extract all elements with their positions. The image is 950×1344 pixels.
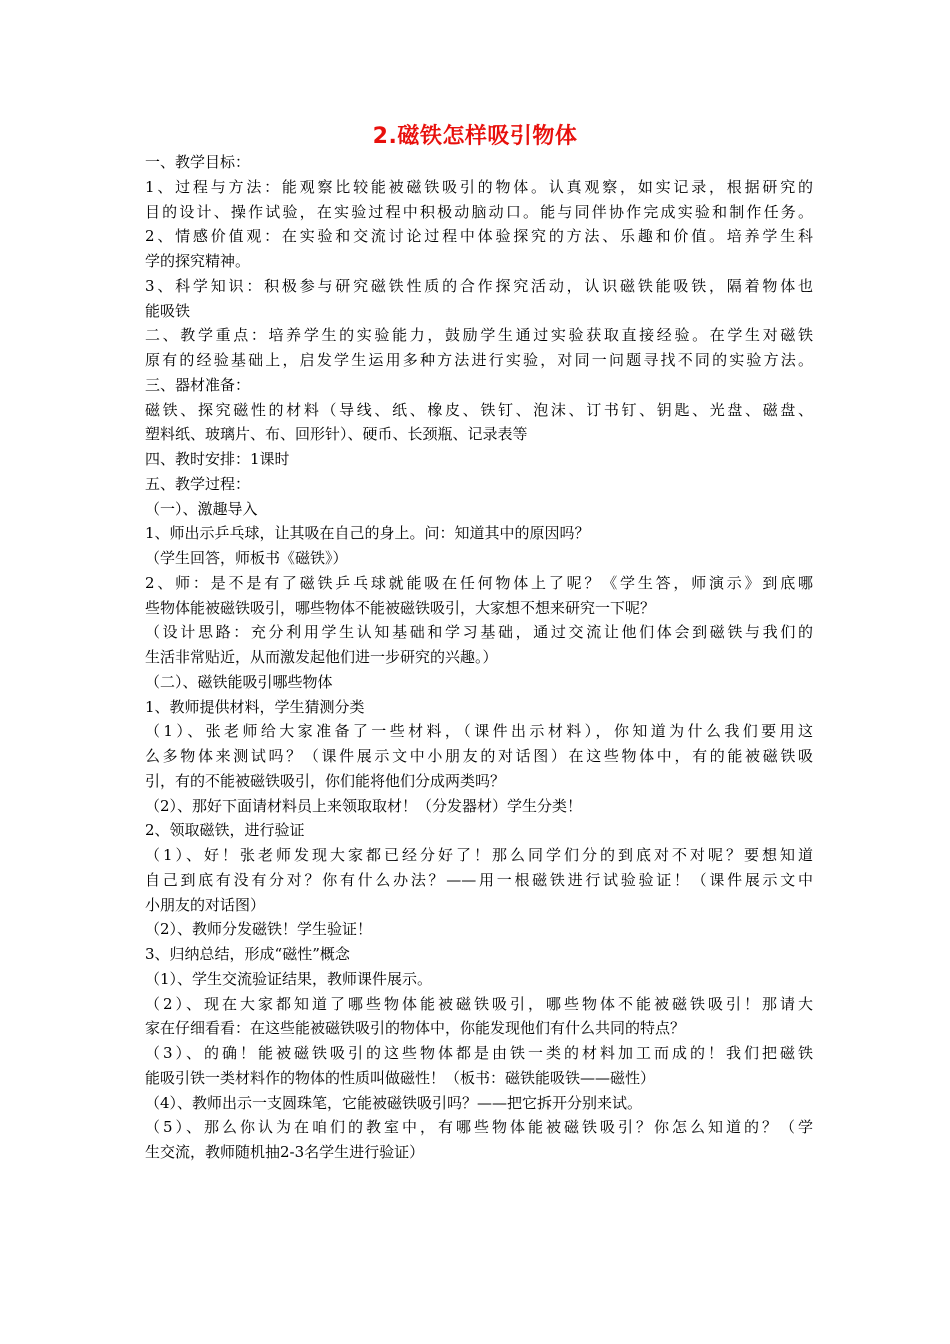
text-line: 2、师：是不是有了磁铁乒乓球就能吸在任何物体上了呢？《学生答，师演示》到底哪 bbox=[145, 573, 813, 592]
text-line: 磁铁、探究磁性的材料（导线、纸、橡皮、铁钉、泡沫、订书钉、钥匙、光盘、磁盘、 bbox=[145, 400, 813, 419]
document-body bbox=[145, 150, 813, 1165]
text-line: 五、教学过程： bbox=[145, 474, 251, 493]
text-line: 1、教师提供材料，学生猜测分类 bbox=[145, 697, 365, 716]
text-line: 四、教时安排：1课时 bbox=[145, 450, 290, 468]
text-line: （二）、磁铁能吸引哪些物体 bbox=[145, 672, 333, 691]
page-title: 2.磁铁怎样吸引物体 bbox=[372, 124, 578, 149]
text-line: 学的探究精神。 bbox=[145, 252, 251, 270]
text-line: 原有的经验基础上，启发学生运用多种方法进行实验，对同一问题寻找不同的实验方法。 bbox=[145, 351, 813, 369]
text-line: （2）、那好下面请材料员上来领取取材！（分发器材）学生分类！ bbox=[145, 796, 583, 815]
text-line: 1、过程与方法：能观察比较能被磁铁吸引的物体。认真观察，如实记录，根据研究的 bbox=[145, 177, 813, 196]
text-line: 一、教学目标： bbox=[145, 153, 251, 171]
text-line: （1）、好！张老师发现大家都已经分好了！那么同学们分的到底对不对呢？要想知道 bbox=[145, 846, 813, 864]
text-line: 塑料纸、玻璃片、布、回形针）、硬币、长颈瓶、记录表等 bbox=[145, 425, 528, 444]
text-line: （一）、激趣导入 bbox=[145, 499, 258, 518]
text-line: （1）、学生交流验证结果，教师课件展示。 bbox=[145, 969, 433, 988]
text-line: 引，有的不能被磁铁吸引，你们能将他们分成两类吗？ bbox=[145, 771, 506, 790]
text-line: 能吸铁 bbox=[145, 301, 191, 320]
text-line: （2）、教师分发磁铁！学生验证！ bbox=[145, 920, 373, 939]
text-line: （2）、现在大家都知道了哪些物体能被磁铁吸引，哪些物体不能被磁铁吸引！那请大 bbox=[145, 994, 813, 1013]
text-line: 三、器材准备： bbox=[145, 375, 251, 394]
text-line: 3、归纳总结，形成“磁性”概念 bbox=[145, 945, 350, 963]
text-line: 家在仔细看看：在这些能被磁铁吸引的物体中，你能发现他们有什么共同的特点？ bbox=[145, 1019, 686, 1038]
text-line: 3、科学知识：积极参与研究磁铁性质的合作探究活动，认识磁铁能吸铁，隔着物体也 bbox=[145, 276, 813, 295]
text-line: （5）、那么你认为在咱们的教室中，有哪些物体能被磁铁吸引？你怎么知道的？（学 bbox=[145, 1118, 813, 1137]
text-line: 二、教学重点：培养学生的实验能力，鼓励学生通过实验获取直接经验。在学生对磁铁 bbox=[145, 326, 813, 345]
text-line: 能吸引铁一类材料作的物体的性质叫做磁性！（板书：磁铁能吸铁——磁性） bbox=[145, 1068, 656, 1087]
text-line: 目的设计、操作试验，在实验过程中积极动脑动口。能与同伴协作完成实验和制作任务。 bbox=[145, 202, 813, 221]
text-line: 2、领取磁铁，进行验证 bbox=[145, 821, 305, 840]
text-line: 生活非常贴近，从而激发起他们进一步研究的兴趣。） bbox=[145, 648, 498, 666]
text-line: 1、师出示乒乓球，让其吸在自己的身上。问：知道其中的原因吗？ bbox=[145, 524, 590, 543]
text-line: 些物体能被磁铁吸引，哪些物体不能被磁铁吸引，大家想不想来研究一下呢？ bbox=[145, 598, 656, 617]
text-line: （3）、的确！能被磁铁吸引的这些物体都是由铁一类的材料加工而成的！我们把磁铁 bbox=[145, 1044, 813, 1062]
text-line: 么多物体来测试吗？（课件展示文中小朋友的对话图）在这些物体中，有的能被磁铁吸 bbox=[145, 747, 813, 765]
text-line: 小朋友的对话图） bbox=[145, 895, 266, 914]
text-line: （设计思路：充分利用学生认知基础和学习基础，通过交流让他们体会到磁铁与我们的 bbox=[145, 623, 813, 642]
text-line: （学生回答，师板书《磁铁》） bbox=[145, 549, 348, 567]
text-line: 自己到底有没有分对？你有什么办法？——用一根磁铁进行试验验证！（课件展示文中 bbox=[145, 870, 813, 889]
text-line: （1）、张老师给大家准备了一些材料，（课件出示材料），你知道为什么我们要用这 bbox=[145, 722, 813, 741]
text-line: （4）、教师出示一支圆珠笔，它能被磁铁吸引吗？——把它拆开分别来试。 bbox=[145, 1093, 643, 1112]
text-line: 2、情感价值观：在实验和交流讨论过程中体验探究的方法、乐趣和价值。培养学生科 bbox=[145, 227, 813, 246]
text-line: 生交流，教师随机抽2-3名学生进行验证） bbox=[145, 1143, 425, 1161]
